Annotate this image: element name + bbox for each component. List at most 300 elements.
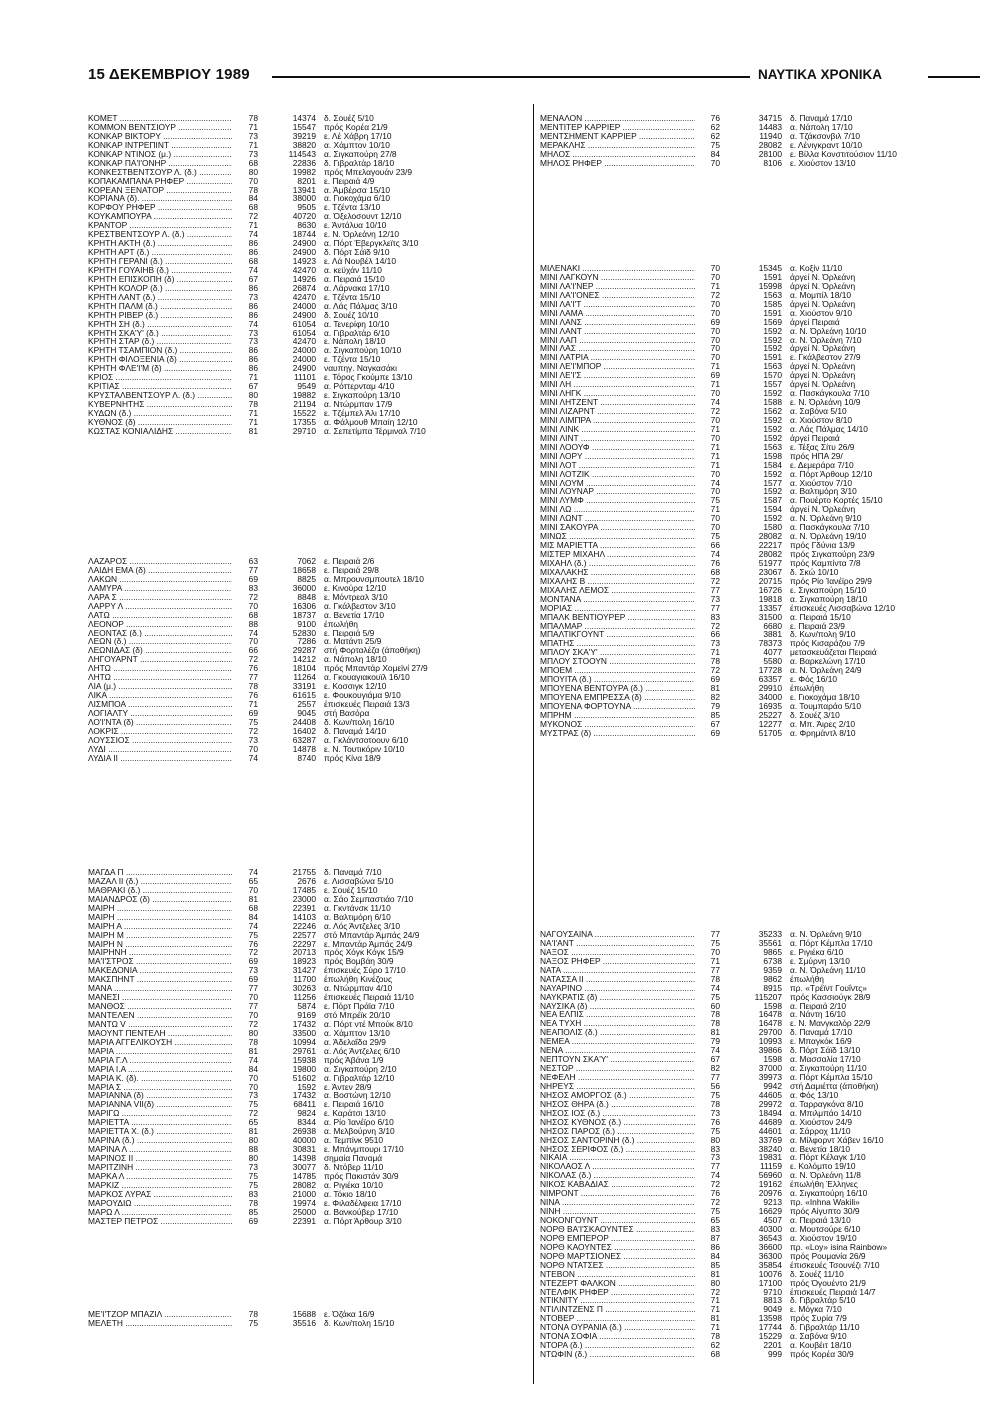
tonnage: 30077 <box>292 1161 316 1172</box>
ship-name: ΜΠΛΟΥ ΣΚΑ'Υ' ..... <box>540 648 695 657</box>
tonnage: 29287 <box>292 645 316 656</box>
tonnage: 1584 <box>763 459 782 470</box>
ship-name: ΚΟΝΚΑΡ ΙΝΤΡΕΠΙΝΤ ..... <box>88 141 232 150</box>
ship-name: ΝΟΡΘ ΕΜΠΕΡΟΡ ..... <box>540 1234 695 1243</box>
tonnage: 1592 <box>763 486 782 497</box>
tonnage: 8915 <box>763 982 782 993</box>
status: δ. Σουέζ 11/10 <box>790 1269 844 1279</box>
status: ε. Τζέντα 15/10 <box>324 292 381 302</box>
build-year: 65 <box>248 875 258 886</box>
ship-name: ΜΙΣ ΜΑΡΙΕΤΤΑ ..... <box>540 541 695 550</box>
build-year: 62 <box>710 1340 720 1351</box>
ship-name: ΚΡΗΤΗ ΠΑΛΜ (δ.) ..... <box>88 302 232 311</box>
build-year: 76 <box>248 663 258 674</box>
status: α. Μουτσούρε 6/10 <box>790 1224 861 1234</box>
build-year: 62 <box>710 130 720 141</box>
ship-name: ΜΙΝΙ ΛΑΜΑ ..... <box>540 309 695 318</box>
build-year: 81 <box>248 893 258 904</box>
ship-name: ΝΗΣΟΣ ΠΑΡΟΣ (δ.) ..... <box>540 1127 695 1136</box>
status: ε. Μόγκα 7/10 <box>790 1305 842 1315</box>
ship-name: ΜΙΝΙ ΛΗΓΚ ..... <box>540 389 695 398</box>
tonnage: 1591 <box>763 271 782 282</box>
ship-name: ΛΙΚΑ ..... <box>88 691 232 700</box>
ship-name: ΜΙΛΕΝΑΚΙ ..... <box>540 264 695 273</box>
tonnage: 25000 <box>292 1206 316 1217</box>
ship-name: ΝΙΚΟΛΑΟΣ Λ ..... <box>540 1162 695 1171</box>
tonnage: 28082 <box>758 139 782 150</box>
tonnage: 22297 <box>292 938 316 949</box>
ship-name: ΜΕ'Ι'ΤΖΟΡ ΜΠΑΖΙΛ ..... <box>88 1310 232 1319</box>
ship-name: ΝΑΞΟΣ ..... <box>540 948 695 957</box>
ship-name: ΜΠΑΛΚ ΒΕΝΤΙΟΥΡΕΡ ..... <box>540 613 695 622</box>
build-year: 78 <box>710 1331 720 1342</box>
ship-name: ΜΑΡΙΝΑ (δ.) ..... <box>88 1136 232 1145</box>
tonnage: 37000 <box>758 1063 782 1074</box>
table-row <box>540 425 980 434</box>
tonnage: 13357 <box>758 602 782 613</box>
status: έπισκευές Πειραιά 13/3 <box>324 700 410 709</box>
tonnage: 42470 <box>292 291 316 302</box>
ship-name: ΝΤΙΛΙΝΤΖΕΝΣ Π ..... <box>540 1305 695 1314</box>
build-year: 83 <box>710 611 720 622</box>
table-row <box>540 1288 980 1297</box>
table-row <box>540 939 980 948</box>
build-year: 70 <box>710 298 720 309</box>
ship-name: ΜΥΚΟΝΟΣ ..... <box>540 720 695 729</box>
table-row <box>540 966 980 975</box>
ship-name: ΜΑΚΣΠΗΝΤ ..... <box>88 975 232 984</box>
ship-name: ΜΠΟΥΕΝΑ ΦΟΡΤΟΥΝΑ ..... <box>540 702 695 711</box>
tonnage: 39219 <box>292 130 316 141</box>
ship-list-m4 <box>540 264 980 738</box>
ship-name: ΜΑΙΡΗ ..... <box>88 913 232 922</box>
tonnage: 1569 <box>763 316 782 327</box>
build-year: 68 <box>248 256 258 266</box>
tonnage: 56960 <box>758 1170 782 1181</box>
status: α. Χάμπτον 13/10 <box>324 1028 390 1038</box>
ship-name: ΝΤΟΝΑ ΣΟΦΙΑ ..... <box>540 1332 695 1341</box>
ship-name: ΚΡΕΣΤΒΕΝΤΣΟΥΡ Λ. (δ.) ..... <box>88 230 232 239</box>
ship-name: ΜΙΧΑΛΗΣ ΛΕΜΟΣ ..... <box>540 586 695 595</box>
tonnage: 1563 <box>763 361 782 372</box>
status: πρός Κισαράζου 7/9 <box>790 639 865 649</box>
ship-name: ΛΗΤΩ ..... <box>88 664 232 673</box>
build-year: 80 <box>710 1134 720 1145</box>
tonnage: 38000 <box>292 193 316 204</box>
status: α. Πόρτ Κέμπλα 17/10 <box>790 938 873 948</box>
tonnage: 9169 <box>297 1010 316 1020</box>
status: πρός Μπαντάρ Χομεϊνί 27/9 <box>324 664 428 674</box>
status: άργεί Ν. Όρλεάνη <box>790 344 856 354</box>
ship-name: ΜΑΙΡΗ Ν ..... <box>88 940 232 949</box>
ship-name: ΜΑΡΙΑ ..... <box>88 1047 232 1056</box>
status: α. Σιγκαπούρη 16/10 <box>790 1189 868 1199</box>
build-year: 68 <box>710 566 720 577</box>
status: α. Όξελοσουντ 12/10 <box>324 212 402 222</box>
status: α. Χιούστον 19/10 <box>790 1233 857 1243</box>
status: ε. Καράτσι 13/10 <box>324 1109 386 1119</box>
ship-name: ΝΙΚΟΣ ΚΑΒΑΔΙΑΣ ..... <box>540 1180 695 1189</box>
table-row <box>540 505 980 514</box>
ship-name: ΚΡΥΣΤΑΛΒΕΝΤΣΟΥΡ Λ. (δ.) ..... <box>88 391 232 400</box>
tonnage: 14926 <box>292 273 316 284</box>
ship-name: ΝΟΡΘ ΝΤΑΤΣΕΣ ..... <box>540 1261 695 1270</box>
ship-name: ΜΙΝΙ ΛΟΥΝΑΡ ..... <box>540 487 695 496</box>
tonnage: 18923 <box>292 956 316 967</box>
status: α. Γκντάνσκ 11/10 <box>324 903 391 913</box>
status: ε. Ν. Όρλεάνη 10/9 <box>790 398 861 407</box>
tonnage: 36543 <box>758 1232 782 1243</box>
build-year: 70 <box>710 307 720 318</box>
ship-name: ΜΑΡΙΑ Γ.Λ ..... <box>88 1056 232 1065</box>
build-year: 72 <box>710 1197 720 1208</box>
tonnage: 15229 <box>758 1331 782 1342</box>
ship-name: ΜΑΡΙΕΤΤΑ ..... <box>88 1118 232 1127</box>
tonnage: 17432 <box>292 1090 316 1101</box>
tonnage: 15998 <box>758 280 782 291</box>
ship-name: ΜΙΝΙ ΛΙΖΑΡΝΤ ..... <box>540 407 695 416</box>
ship-name: ΚΥΔΩΝ (δ.) ..... <box>88 409 232 418</box>
status: ε. Φός 16/10 <box>790 675 838 685</box>
status: στό Μπρέϊκ 20/10 <box>324 1011 391 1020</box>
table-row <box>540 1046 980 1055</box>
status: έπισκευές Λισσαβώνα 12/10 <box>790 603 895 613</box>
table-row <box>88 427 524 436</box>
tonnage: 8106 <box>763 157 782 168</box>
build-year: 76 <box>248 690 258 701</box>
status: δ. Γιβραλτάρ 18/10 <box>324 158 395 168</box>
build-year: 83 <box>710 1223 720 1234</box>
tonnage: 1594 <box>763 504 782 515</box>
status: ε. Ν. Μανγκαλόρ 22/9 <box>790 1019 871 1029</box>
ship-name: ΛΑΡΑ Σ ..... <box>88 593 232 602</box>
tonnage: 22836 <box>292 157 316 168</box>
build-year: 74 <box>710 1045 720 1056</box>
tonnage: 17355 <box>292 416 316 427</box>
status: α. κεϋχάν 11/10 <box>324 265 382 275</box>
status: δ. Γιβραλτάρ 5/10 <box>790 1296 856 1306</box>
tonnage: 20713 <box>292 947 316 958</box>
ship-name: ΜΑΡΚΑ Λ ..... <box>88 1172 232 1181</box>
status: ε. Λέ Χάβρη 17/10 <box>324 131 392 141</box>
ship-name: ΜΕΡΑΚΛΗΣ ..... <box>540 141 695 150</box>
ship-name: ΜΠΑΤΗΣ ..... <box>540 639 695 648</box>
status: πρός Ρουμανία 26/9 <box>790 1251 866 1261</box>
build-year: 75 <box>710 531 720 542</box>
ship-name: ΝΤΩΦΙΝ (δ.) ..... <box>540 1350 695 1359</box>
status: α. Λός Άντζελες 3/10 <box>324 921 401 931</box>
status: άργεί Ν. Όρλεάνη <box>790 505 856 515</box>
status: α. Ριγιέκα 10/10 <box>324 1180 383 1190</box>
ship-name: ΜΙΧΑΛΗΣ Β ..... <box>540 577 695 586</box>
ship-name: ΜΙΝΙ ΛΗ ..... <box>540 380 695 389</box>
build-year: 82 <box>710 692 720 702</box>
tonnage: 19162 <box>758 1179 782 1190</box>
build-year: 77 <box>710 929 720 939</box>
tonnage: 8848 <box>297 591 316 602</box>
status: α. Πόρτ Κέλαγκ 1/10 <box>790 1153 866 1163</box>
tonnage: 51977 <box>758 557 782 568</box>
tonnage: 29972 <box>758 1098 782 1109</box>
table-row <box>88 1217 524 1226</box>
build-year: 78 <box>248 681 258 692</box>
status: ε. Λένιγκραντ 10/10 <box>790 140 863 150</box>
ship-name: ΜΑΡΟΥΔΙΩ ..... <box>88 1199 232 1208</box>
tonnage: 16478 <box>758 1018 782 1029</box>
status: ε. Τζέντα 13/10 <box>324 203 381 213</box>
ship-name: ΜΑΓΔΑ Π ..... <box>88 868 232 877</box>
ship-name: ΜΑΖΑΛ ΙΙ (δ.) ..... <box>88 877 232 886</box>
build-year: 66 <box>710 540 720 551</box>
build-year: 70 <box>710 325 720 336</box>
build-year: 69 <box>710 370 720 381</box>
ship-name: ΜΟΡΙΑΣ ..... <box>540 604 695 613</box>
build-year: 72 <box>710 620 720 631</box>
status: ε. Κολόμπο 19/10 <box>790 1162 856 1172</box>
ship-name: ΜΙΝΙ ΛΑ'Ι'Τ ..... <box>540 300 695 309</box>
build-year: 71 <box>710 647 720 658</box>
status: πρός Χόγκ Κόγκ 15/9 <box>324 948 404 958</box>
tonnage: 36000 <box>292 582 316 593</box>
status: ε. Δεμεράρα 7/10 <box>790 460 854 470</box>
table-row <box>540 389 980 398</box>
tonnage: 14878 <box>292 743 316 754</box>
build-year: 78 <box>248 399 258 409</box>
build-year: 75 <box>248 1170 258 1181</box>
tonnage: 31500 <box>758 611 782 622</box>
ship-name: ΚΟΥΚΑΜΠΟΥΡΑ ..... <box>88 212 232 221</box>
status: α. Ν. Όρλεάνη 19/10 <box>790 532 867 542</box>
status: άργεί Πειραιά <box>790 433 840 443</box>
status: ε. Μπαγκόκ 16/9 <box>790 1037 852 1047</box>
build-year: 68 <box>248 902 258 913</box>
ship-name: ΝΟΡΘ ΜΑΡΤΣΙΟΝΕΣ ..... <box>540 1252 695 1261</box>
build-year: 73 <box>248 734 258 745</box>
tonnage: 35561 <box>758 937 782 948</box>
build-year: 70 <box>248 992 258 1003</box>
build-year: 74 <box>248 920 258 931</box>
status: έπισκευές Σύρο 17/10 <box>324 966 406 976</box>
ship-name: ΚΡΗΤΗ ΕΠΙΣΚΟΠΗ (δ) ..... <box>88 275 232 284</box>
status: ε. Βίλλα Κονστιτούσιον 11/10 <box>790 149 897 159</box>
build-year: 70 <box>710 468 720 479</box>
table-row <box>540 452 980 461</box>
tonnage: 1562 <box>763 406 782 416</box>
tonnage: 8825 <box>297 573 316 584</box>
ship-name: ΝΑΥΚΡΑΤΙΣ (δ) ..... <box>540 993 695 1002</box>
table-row <box>540 300 980 309</box>
build-year: 78 <box>710 1018 720 1029</box>
table-row <box>540 264 980 273</box>
status: ε. Πειραιά 29/8 <box>324 565 379 575</box>
ship-name: ΜΑΡΙΕΤΤΑ Χ. (δ.) ..... <box>88 1127 232 1136</box>
build-year: 70 <box>710 271 720 282</box>
tonnage: 28082 <box>758 549 782 559</box>
status: α. Λάρνακα 17/10 <box>324 283 390 293</box>
ship-name: ΜΕΝΤΙΤΕΡ ΚΑΡΡΙΕΡ ..... <box>540 123 695 132</box>
ship-name: ΚΥΘΝΟΣ (δ) ..... <box>88 418 232 427</box>
ship-name: ΝΕΦΕΛΗ ..... <box>540 1073 695 1082</box>
status: δ. Σουέζ 5/10 <box>324 114 374 123</box>
tonnage: 1587 <box>763 495 782 506</box>
tonnage: 13598 <box>758 1313 782 1324</box>
ship-name: ΛΥΔΙ ..... <box>88 745 232 754</box>
tonnage: 15522 <box>292 407 316 418</box>
build-year: 72 <box>248 725 258 736</box>
ship-name: ΝΑΓΟΥΣΑΙΝΑ ..... <box>540 930 695 939</box>
status: άργεί Ν. Όρλεάνη <box>790 281 856 291</box>
ship-name: ΜΑΝΤΕΛΕΝ ..... <box>88 1011 232 1020</box>
status: α. Πόρτ Έβεργκλεϊτς 3/10 <box>324 239 419 249</box>
tonnage: 30831 <box>292 1144 316 1155</box>
tonnage: 51705 <box>758 727 782 738</box>
table-row <box>540 159 980 168</box>
tonnage: 61615 <box>292 690 316 701</box>
ship-name: ΚΟΠΑΚΑΜΠΑΝΑ ΡΗΦΕΡ ..... <box>88 177 232 186</box>
tonnage: 5874 <box>297 1001 316 1012</box>
tonnage: 1570 <box>763 370 782 381</box>
status: άργεί Ν. Όρλεάνη <box>790 371 856 381</box>
ship-name: ΜΙΝΙ ΛΑΠ ..... <box>540 336 695 345</box>
table-row <box>540 613 980 622</box>
status: πρός ΗΠΑ 29/ <box>790 451 843 461</box>
status: α. Άδελαΐδα 29/9 <box>324 1037 386 1047</box>
ship-name: ΚΟΝΚΑΡ ΒΙΚΤΟΡΥ ..... <box>88 132 232 141</box>
header-rule-right <box>928 76 980 78</box>
tonnage: 17485 <box>292 884 316 895</box>
ship-name: ΜΑΡΚΟΣ ΛΥΡΑΣ ..... <box>88 1190 232 1199</box>
table-row <box>540 470 980 479</box>
tonnage: 33191 <box>292 681 316 692</box>
build-year: 70 <box>710 414 720 425</box>
table-row <box>540 1350 980 1359</box>
build-year: 73 <box>710 593 720 604</box>
tonnage: 15688 <box>292 1309 316 1319</box>
build-year: 70 <box>710 263 720 273</box>
table-row <box>540 291 980 300</box>
tonnage: 16306 <box>292 600 316 611</box>
table-row <box>540 434 980 443</box>
ship-name: ΝΑΞΟΣ ΡΗΦΕΡ ..... <box>540 957 695 966</box>
build-year: 70 <box>710 946 720 957</box>
tonnage: 22391 <box>292 1215 316 1226</box>
status: α. Ρόττερνταμ 4/10 <box>324 382 395 392</box>
status: α. Ν. Όρλεάνη 9/10 <box>790 930 862 939</box>
status: πρός Πακιστάν 30/9 <box>324 1171 399 1181</box>
build-year: 81 <box>248 1126 258 1137</box>
build-year: 83 <box>248 1188 258 1199</box>
build-year: 72 <box>710 665 720 676</box>
build-year: 69 <box>248 707 258 718</box>
tonnage: 2201 <box>763 1340 782 1351</box>
tonnage: 1598 <box>763 1000 782 1011</box>
ship-name: ΚΡΙΟΣ ..... <box>88 373 232 382</box>
tonnage: 11101 <box>293 372 316 383</box>
table-row <box>540 514 980 523</box>
build-year: 69 <box>710 316 720 327</box>
table-row <box>540 1296 980 1305</box>
build-year: 72 <box>248 1108 258 1119</box>
table-row <box>540 327 980 336</box>
tonnage: 18494 <box>758 1107 782 1118</box>
ship-name: ΜΑΙΑΝΔΡΟΣ (δ) ..... <box>88 895 232 904</box>
ship-name: ΚΡΗΤΗ ΣΚΑ'Υ' (δ.) ..... <box>88 329 232 338</box>
status: ε. Φιλαδέλφεια 17/10 <box>324 1198 402 1208</box>
status: α. Γιβραλτάρ 12/10 <box>324 1073 395 1083</box>
build-year: 83 <box>248 582 258 593</box>
tonnage: 6680 <box>763 620 782 631</box>
ship-name: ΛΕΩΝ (δ.) ..... <box>88 637 232 646</box>
build-year: 76 <box>710 113 720 123</box>
status: α. Φός 13/10 <box>790 1090 839 1100</box>
build-year: 74 <box>248 229 258 240</box>
ship-name: ΜΑΡΙΑΝΝΑ (δ) ..... <box>88 1091 232 1100</box>
ship-name: ΜΙΝΙ ΣΑΚΟΥΡΑ ..... <box>540 523 695 532</box>
status: έπωλήθη Έλληνες <box>790 1180 858 1190</box>
build-year: 71 <box>710 504 720 515</box>
build-year: 70 <box>710 513 720 524</box>
build-year: 77 <box>710 964 720 975</box>
tonnage: 24000 <box>292 300 316 311</box>
build-year: 80 <box>248 166 258 177</box>
ship-name: ΝΕΣΤΩΡ ..... <box>540 1064 695 1073</box>
status: άργεί Ν. Όρλεάνη <box>790 380 856 390</box>
ship-name: ΛΑΤΩ ..... <box>88 611 232 620</box>
build-year: 67 <box>248 273 258 284</box>
ship-name: ΜΠΑΛΤΙΚΓΟΥΝΤ ..... <box>540 630 695 639</box>
ship-name: ΛΑΚΩΝ ..... <box>88 575 232 584</box>
tonnage: 22217 <box>758 540 782 551</box>
build-year: 71 <box>248 121 258 132</box>
table-row <box>540 407 980 416</box>
table-row <box>540 309 980 318</box>
ship-name: ΚΡΗΤΗ ΑΡΤ (δ.) ..... <box>88 248 232 257</box>
status: πρός Συρία 7/9 <box>790 1314 847 1324</box>
status: α. Μίλφορντ Χάβεν 16/10 <box>790 1135 884 1145</box>
build-year: 71 <box>248 372 258 383</box>
status: α. Κουβέιτ 18/10 <box>790 1341 852 1351</box>
status: ε. Σουέζ 15/10 <box>324 885 378 895</box>
status: α. Βαλτιμόρη 3/10 <box>790 487 857 497</box>
tonnage: 19800 <box>292 1063 316 1074</box>
build-year: 70 <box>248 1081 258 1092</box>
status: ε. Πειραιά 16/10 <box>324 1100 384 1110</box>
ship-name: ΜΙΝΙ ΛΟΤ ..... <box>540 461 695 470</box>
build-year: 71 <box>710 1322 720 1333</box>
ship-name: ΚΟΡΙΑΝΑ (δ). ..... <box>88 194 232 203</box>
build-year: 74 <box>710 477 720 488</box>
build-year: 77 <box>710 1072 720 1082</box>
status: ε. Πειραιά 2/6 <box>324 557 375 566</box>
tonnage: 9824 <box>297 1108 316 1119</box>
table-row <box>540 344 980 353</box>
ship-name: ΛΥΔΙΑ ΙΙ ..... <box>88 754 232 763</box>
status: α. Τζάκσονβιλ 7/10 <box>790 131 861 141</box>
tonnage: 21755 <box>292 867 316 877</box>
ship-name: ΜΑΙΡΗ ..... <box>88 904 232 913</box>
build-year: 78 <box>248 1036 258 1047</box>
status: πρός Κίνα 18/9 <box>324 753 381 763</box>
tonnage: 8201 <box>297 175 316 186</box>
build-year: 69 <box>710 727 720 738</box>
status: δ. Παναμά 14/10 <box>324 726 387 736</box>
ship-name: ΝΑΥΣΙΚΑ (δ) ..... <box>540 1002 695 1011</box>
tonnage: 1591 <box>763 307 782 318</box>
ship-name: ΜΙΝΙ ΛΙΝΤ ..... <box>540 434 695 443</box>
tonnage: 38820 <box>292 139 316 150</box>
ship-name: ΝΤΕΒΟΝ ..... <box>540 1270 695 1279</box>
build-year: 71 <box>248 699 258 709</box>
